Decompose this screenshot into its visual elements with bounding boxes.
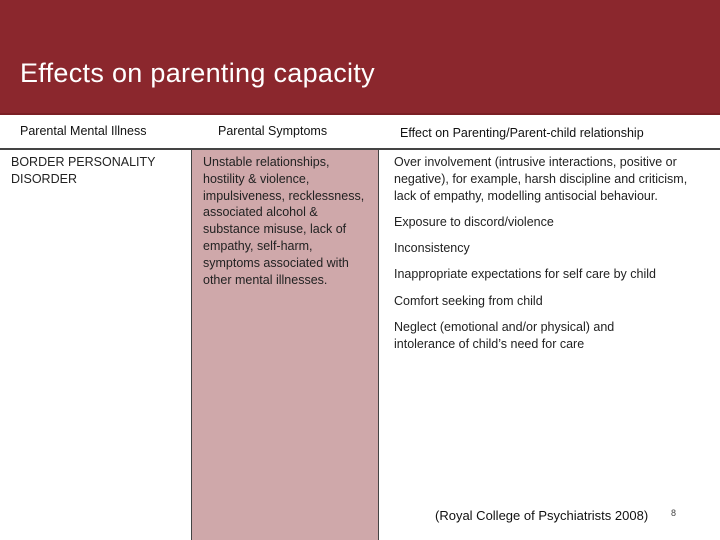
title-bar-divider <box>0 113 720 115</box>
effect-item: Inconsistency <box>394 241 470 256</box>
header-divider <box>0 148 720 150</box>
effect-item: Comfort seeking from child <box>394 293 543 308</box>
effect-item: Inappropriate expectations for self care by child <box>394 267 656 282</box>
effects-cell <box>394 154 704 362</box>
header-parental-symptoms: Parental Symptoms <box>218 124 328 138</box>
effect-item: Exposure to discord/violence <box>394 214 554 229</box>
effect-item: Over involvement (intrusive interactions, positive or negative), for example, harsh discipline and criticism, lack of empathy, modelling antisocial behaviour. <box>394 155 688 203</box>
symptoms-cell: Unstable relationships, hostility & violence, impulsiveness, recklessness, associated alcohol & substance misuse, lack of empathy, self-harm, symptoms associated with other mental illnesses. <box>203 155 365 287</box>
title-bar <box>0 0 720 113</box>
header-parental-mental-illness: Parental Mental Illness <box>20 124 147 138</box>
citation: (Royal College of Psychiatrists 2008) <box>435 508 649 523</box>
header-effect-on-parenting: Effect on Parenting/Parent-child relationship <box>400 126 644 140</box>
illness-cell: BORDER PERSONALITY DISORDER <box>11 155 156 186</box>
effect-item: Neglect (emotional and/or physical) and intolerance of child’s need for care <box>394 320 615 351</box>
slide-title: Effects on parenting capacity <box>20 58 375 88</box>
page-number: 8 <box>671 508 677 518</box>
